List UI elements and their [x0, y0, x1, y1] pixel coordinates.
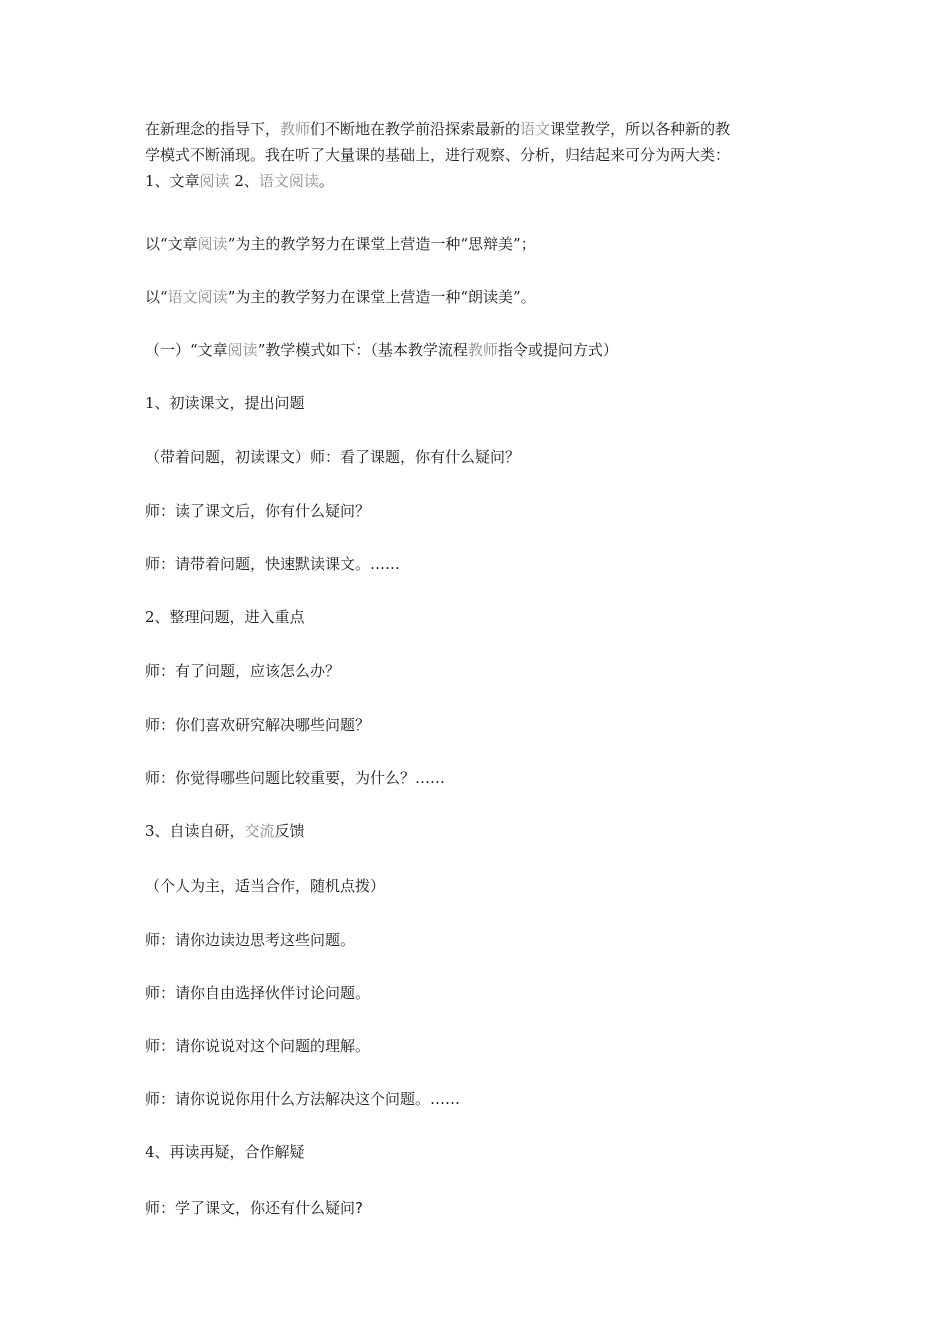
text: 指令或提问方式）	[497, 341, 618, 359]
text: ”教学模式如下：（基本教学流程	[257, 341, 468, 359]
link-reading[interactable]: 阅读	[199, 172, 230, 190]
text: 以“	[145, 288, 168, 306]
text: ”为主的教学努力在课堂上营造一种“思辩美”；	[227, 235, 536, 253]
step3-q1: 师：请你边读边思考这些问题。	[145, 931, 356, 949]
step3-q3: 师：请你说说对这个问题的理解。	[145, 1037, 371, 1055]
link-chinese[interactable]: 语文	[520, 120, 551, 138]
intro-line-3	[145, 168, 815, 194]
link-teacher[interactable]: 教师	[280, 120, 311, 138]
step3-title	[145, 821, 305, 841]
text: 课堂教学，所以各种新的教	[550, 120, 731, 138]
link-reading[interactable]: 阅读	[197, 235, 228, 253]
section-heading-1	[145, 340, 618, 360]
link-reading[interactable]: 阅读	[227, 341, 258, 359]
intro-paragraph	[145, 116, 815, 194]
step4-title: 4、再读再疑，合作解疑	[145, 1143, 305, 1161]
intro-line-1	[145, 116, 815, 142]
step3-sub: （个人为主，适当合作，随机点拨）	[145, 877, 386, 895]
step3-q2: 师：请你自由选择伙伴讨论问题。	[145, 984, 371, 1002]
text: 以“文章	[145, 235, 198, 253]
text: 3、自读自研，	[145, 822, 245, 840]
text: （一）“文章	[145, 341, 228, 359]
step1-sub: （带着问题，初读课文）师：看了课题，你有什么疑问？	[145, 448, 521, 466]
text: ”为主的教学努力在课堂上营造一种“朗读美”。	[227, 288, 536, 306]
text: 1、文章	[145, 172, 200, 190]
link-chinese-reading[interactable]: 语文阅读	[258, 172, 319, 190]
step2-q3: 师：你觉得哪些问题比较重要，为什么？……	[145, 769, 446, 787]
text: 反馈	[274, 822, 305, 840]
intro-line-2: 学模式不断涌现。我在听了大量课的基础上，进行观察、分析，归结起来可分为两大类：	[145, 146, 731, 164]
step3-q4: 师：请你说说你用什么方法解决这个问题。……	[145, 1090, 461, 1108]
link-teacher[interactable]: 教师	[467, 341, 498, 359]
link-exchange[interactable]: 交流	[244, 822, 275, 840]
text: 2、	[229, 172, 259, 190]
step1-q2: 师：请带着问题，快速默读课文。……	[145, 555, 401, 573]
step1-q1: 师：读了课文后，你有什么疑问？	[145, 502, 371, 520]
step1-title: 1、初读课文，提出问题	[145, 394, 305, 412]
step2-q1: 师：有了问题，应该怎么办？	[145, 662, 341, 680]
text: 们不断地在教学前沿探索最新的	[310, 120, 521, 138]
langdu-paragraph	[145, 287, 536, 307]
step2-title: 2、整理问题，进入重点	[145, 608, 305, 626]
link-chinese-reading[interactable]: 语文阅读	[167, 288, 228, 306]
text: 。	[318, 172, 334, 190]
siban-paragraph	[145, 234, 536, 254]
step4-q1: 师：学了课文，你还有什么疑问?	[145, 1199, 363, 1217]
step2-q2: 师：你们喜欢研究解决哪些问题？	[145, 716, 371, 734]
text: 在新理念的指导下，	[145, 120, 281, 138]
